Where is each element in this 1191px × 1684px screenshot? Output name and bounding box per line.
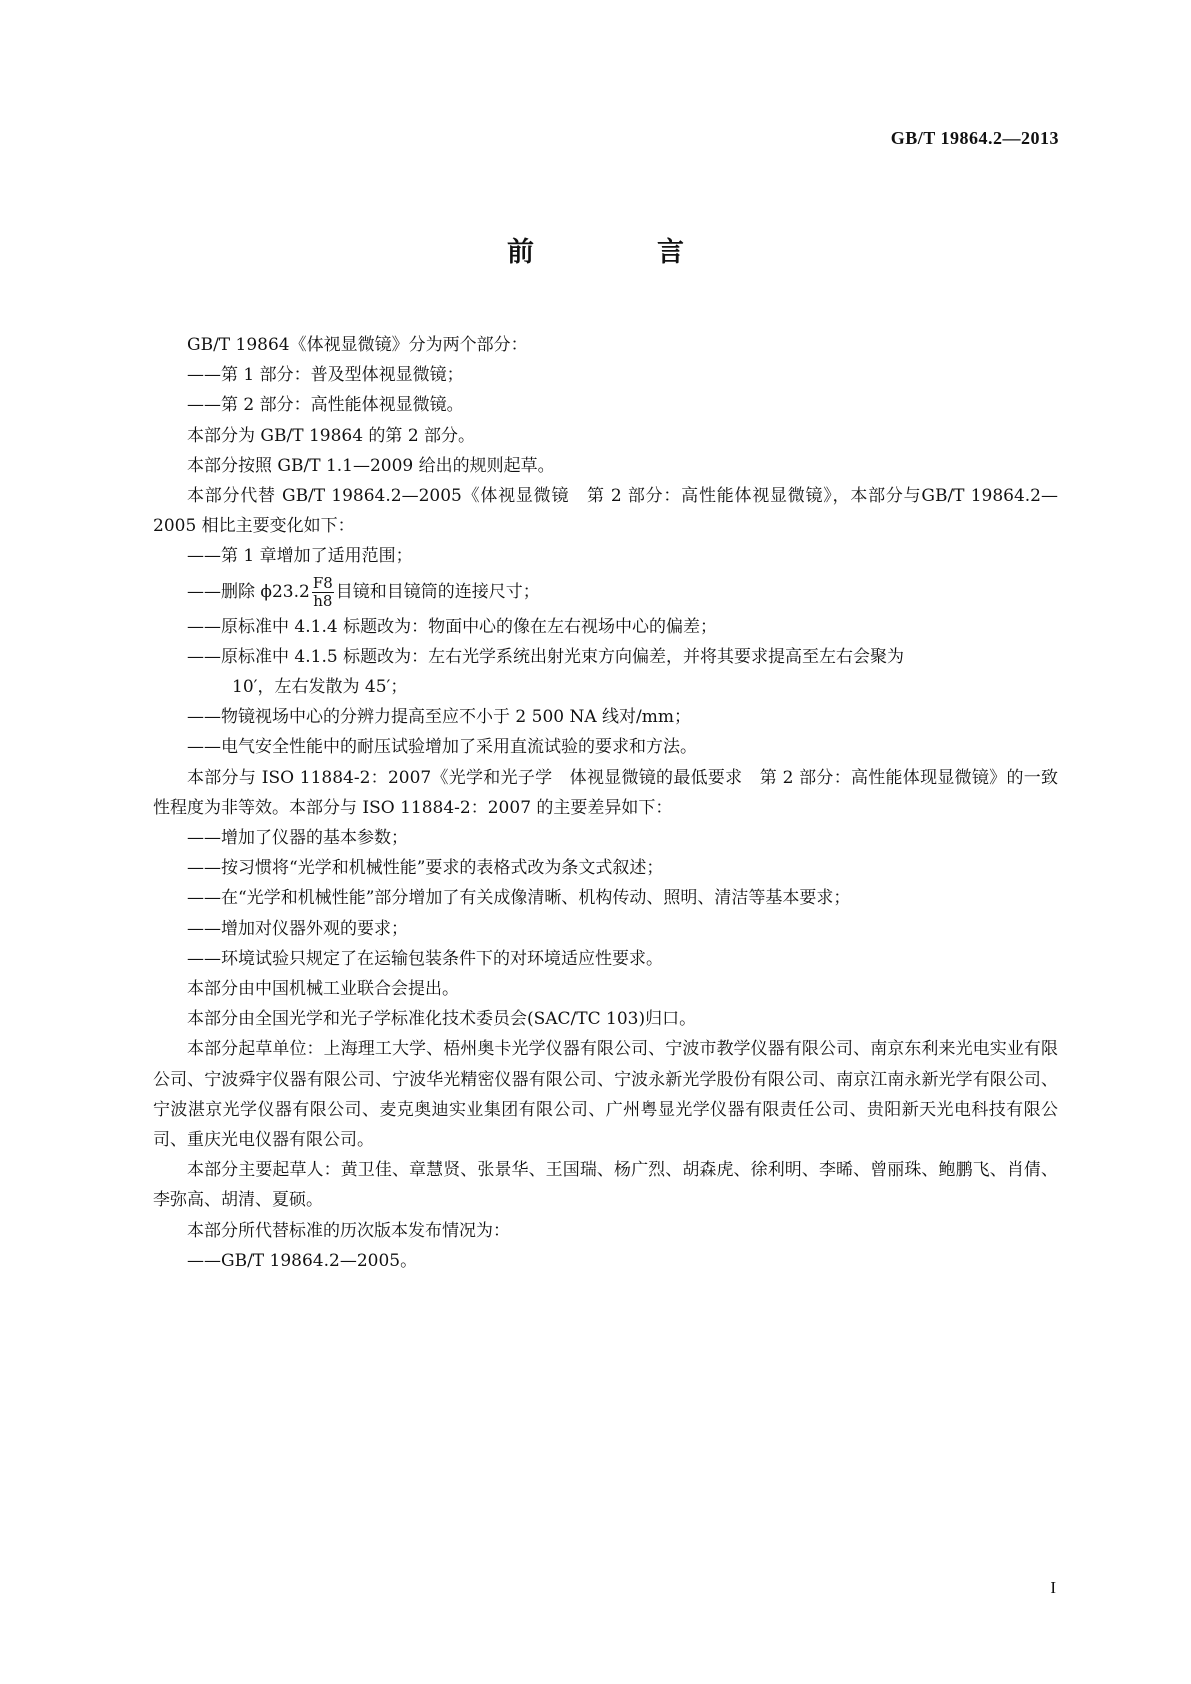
list-item-multiline	[153, 642, 1058, 702]
paragraph: 本部分由中国机械工业联合会提出。	[187, 979, 459, 1000]
paragraph: 本部分与 ISO 11884-2：2007《光学和光子学 体视显微镜的最低要求 第 2 部分：高性能体现显微镜》的一致性程度为非等效。本部分与 ISO 11884-2：2007 的主要差异如下：	[153, 767, 1058, 818]
list-item: ——第 1 部分：普及型体视显微镜；	[187, 365, 464, 386]
page-number: I	[1050, 1578, 1056, 1597]
list-item: ——GB/T 19864.2—2005。	[187, 1250, 418, 1271]
list-item-fraction	[153, 572, 1058, 612]
list-item: ——按习惯将“光学和机械性能”要求的表格式改为条文式叙述；	[187, 858, 664, 879]
list-item: ——原标准中 4.1.4 标题改为：物面中心的像在左右视场中心的偏差；	[187, 616, 718, 637]
foreword-body	[153, 330, 1058, 1276]
tolerance-fraction	[312, 575, 334, 610]
page-title: 前 言	[507, 237, 732, 268]
paragraph: 本部分所代替标准的历次版本发布情况为：	[187, 1220, 510, 1241]
list-item-continuation: 10′，左右发散为 45′；	[232, 677, 408, 698]
list-item-line: ——原标准中 4.1.5 标题改为：左右光学系统出射光束方向偏差，并将其要求提高至左右会聚为	[187, 646, 905, 667]
list-item: ——第 1 章增加了适用范围；	[187, 546, 413, 567]
paragraph: 本部分由全国光学和光子学标准化技术委员会(SAC/TC 103)归口。	[187, 1009, 697, 1030]
standard-number: GB/T 19864.2—2013	[890, 128, 1059, 148]
paragraph: GB/T 19864《体视显微镜》分为两个部分：	[187, 335, 528, 355]
list-item: ——电气安全性能中的耐压试验增加了采用直流试验的要求和方法。	[187, 737, 697, 758]
paragraph: 本部分按照 GB/T 1.1—2009 给出的规则起草。	[187, 455, 555, 476]
list-item-text-pre: ——删除 ϕ23.2	[187, 581, 310, 602]
list-item-text-post: 目镜和目镜筒的连接尺寸；	[335, 581, 540, 602]
list-item: ——增加对仪器外观的要求；	[187, 918, 408, 939]
list-item: ——物镜视场中心的分辨力提高至应不小于 2 500 NA 线对/mm；	[187, 707, 691, 728]
paragraph: 本部分代替 GB/T 19864.2—2005《体视显微镜 第 2 部分：高性能体视显微镜》，本部分与GB/T 19864.2—2005 相比主要变化如下：	[153, 486, 1058, 537]
paragraph: 本部分主要起草人：黄卫佳、章慧贤、张景华、王国瑞、杨广烈、胡森虎、徐利明、李晞、曾丽珠、鲍鹏飞、肖倩、李弥高、胡清、夏硕。	[153, 1160, 1058, 1211]
paragraph: 本部分为 GB/T 19864 的第 2 部分。	[187, 425, 476, 446]
fraction-numerator: F8	[312, 573, 333, 592]
list-item: ——在“光学和机械性能”部分增加了有关成像清晰、机构传动、照明、清洁等基本要求；	[187, 888, 851, 909]
fraction-denominator: h8	[313, 591, 333, 610]
list-item: ——增加了仪器的基本参数；	[187, 828, 408, 849]
list-item: ——第 2 部分：高性能体视显微镜。	[187, 395, 464, 416]
paragraph: 本部分起草单位：上海理工大学、梧州奥卡光学仪器有限公司、宁波市教学仪器有限公司、南京东利来光电实业有限公司、宁波舜宇仪器有限公司、宁波华光精密仪器有限公司、宁波永新光学股份有限公司、南京江南永新光学有限公司、宁波湛京光学仪器有限公司、麦克奥迪实业集团有限公司、广州粤显光学仪器有限责任公司、贵阳新天光电科技有限公司、重庆光电仪器有限公司。	[153, 1039, 1058, 1151]
list-item: ——环境试验只规定了在运输包装条件下的对环境适应性要求。	[187, 948, 663, 969]
